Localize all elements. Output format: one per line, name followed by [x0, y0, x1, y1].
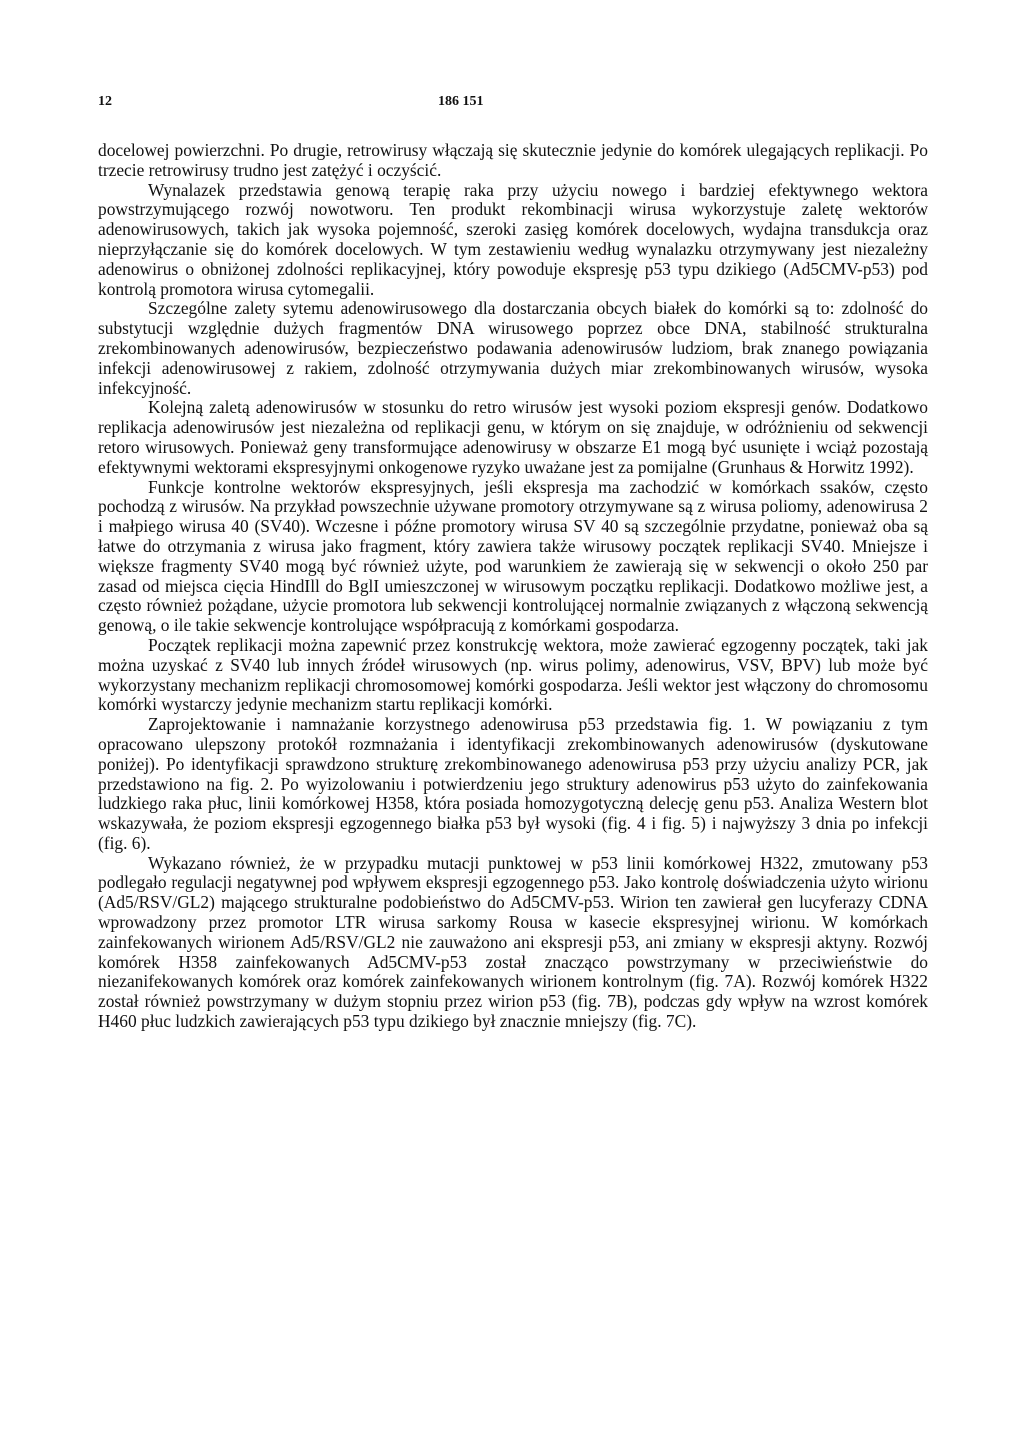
paragraph: Zaprojektowanie i namnażanie korzystnego adenowirusa p53 przedstawia fig. 1. W powiązaniu z tym opracowano ulepszony protokół rozmnażania i identyfikacji zrekombinowanych adenowirusów (dyskutowane poniżej). Po identyfikacji sprawdzono strukturę zrekombinowanego adenowirusa p53 przy użyciu analizy PCR, jak przedstawiono na fig. 2. Po wyizolowaniu i potwierdzeniu jego struktury adenowirus p53 użyto do zainfekowania ludzkiego raka płuc, linii komórkowej H358, która posiada homozygotyczną delecję genu p53. Analiza Western blot wskazywała, że poziom ekspresji egzogennego białka p53 był wysoki (fig. 4 i fig. 5) i najwyższy 3 dnia po infekcji (fig. 6).	[98, 714, 928, 853]
paragraph: Wykazano również, że w przypadku mutacji punktowej w p53 linii komórkowej H322, zmutowany p53 podlegało regulacji negatywnej pod wpływem ekspresji egzogennego p53. Jako kontrolę doświadczenia użyto wirionu (Ad5/RSV/GL2) mającego strukturalne podobieństwo do Ad5CMV-p53. Wirion ten zawierał gen lucyferazy CDNA wprowadzony przez promotor LTR wirusa sarkomy Rousa w kasecie ekspresyjnej wirionu. W komórkach zainfekowanych wirionem Ad5/RSV/GL2 nie zauważono ani ekspresji p53, ani zmiany w ekspresji aktyny. Rozwój komórek H358 zainfekowanych Ad5CMV-p53 został znacząco powstrzymany w przeciwieństwie do niezanifekowanych komórek oraz komórek zainfekowanych wirionem kontrolnym (fig. 7A). Rozwój komórek H322 został również powstrzymany w dużym stopniu przez wirion p53 (fig. 7B), podczas gdy wpływ na wzrost komórek H460 płuc ludzkich zawierających p53 typu dzikiego był znacznie mniejszy (fig. 7C).	[98, 852, 928, 1032]
patent-number: 186 151	[438, 94, 484, 109]
paragraph: docelowej powierzchni. Po drugie, retrowirusy włączają się skutecznie jedynie do komórek ulegających replikacji. Po trzecie retrowirusy trudno jest zatężyć i oczyścić.	[98, 140, 928, 180]
paragraph: Początek replikacji można zapewnić przez konstrukcję wektora, może zawierać egzogenny początek, taki jak można uzyskać z SV40 lub innych źródeł wirusowych (np. wirus polimy, adenowirus, VSV, BPV) lub może być wykorzystany mechanizm replikacji chromosomowej komórki gospodarza. Jeśli wektor jest włączony do chromosomu komórki wystarczy jedynie mechanizm startu replikacji komórki.	[98, 634, 928, 715]
paragraph: Kolejną zaletą adenowirusów w stosunku do retro wirusów jest wysoki poziom ekspresji genów. Dodatkowo replikacja adenowirusów jest niezależna od replikacji genu, w którym on się znajduje, w odróżnieniu od sekwencji retoro wirusowych. Ponieważ geny transformujące adenowirusy w obszarze E1 mogą być usunięte i wciąż pozostają efektywnymi wektorami ekspresyjnymi onkogenowe ryzyko uważane jest za pomijalne (Grunhaus & Horwitz 1992).	[98, 397, 928, 477]
page-number: 12	[98, 94, 112, 109]
paragraph: Szczególne zalety sytemu adenowirusowego dla dostarczania obcych białek do komórki są to: zdolność do substytucji względnie dużych fragmentów DNA wirusowego poprzez obce DNA, stabilność strukturalna zrekombinowanych adenowirusów, bezpieczeństwo podawania adenowirusów ludziom, brak znanego powiązania infekcji adenowirusowej z rakiem, zdolność otrzymywania dużych miar zrekombinowanych wirusów, wysoka infekcyjność.	[98, 298, 928, 398]
paragraph: Wynalazek przedstawia genową terapię raka przy użyciu nowego i bardziej efektywnego wektora powstrzymującego rozwój nowotworu. Ten produkt rekombinacji wirusa wykorzystuje zaletę wektorów adenowirusowych, takich jak wysoka pojemność, szeroki zasięg komórek docelowych, wydajna transdukcja oraz nieprzyłączanie się do komórek docelowych. W tym zestawieniu według wynalazku otrzymywany jest niezależny adenowirus o obniżonej zdolności replikacyjnej, który powoduje ekspresję p53 typu dzikiego (Ad5CMV-p53) pod kontrolą promotora wirusa cytomegalii.	[98, 179, 928, 299]
paragraph: Funkcje kontrolne wektorów ekspresyjnych, jeśli ekspresja ma zachodzić w komórkach ssaków, często pochodzą z wirusów. Na przykład powszechnie używane promotory otrzymywane są z wirusa poliomy, adenowirusa 2 i małpiego wirusa 40 (SV40). Wczesne i późne promotory wirusa SV 40 są szczególnie przydatne, ponieważ oba są łatwe do otrzymania z wirusa jako fragment, który zawiera także wirusowy początek replikacji SV40. Mniejsze i większe fragmenty SV40 mogą być również użyte, pod warunkiem że zawierają się w sekwencji o około 250 par zasad od miejsca cięcia HindIll do BglI umieszczonej w wirusowym początku replikacji. Dodatkowo możliwe jest, a często również pożądane, użycie promotora lub sekwencji kontrolującej normalnie związanych z włączoną sekwencją genową, o ile takie sekwencje kontrolujące współpracują z komórkami gospodarza.	[98, 476, 928, 636]
page-header	[98, 94, 928, 114]
document-body	[98, 141, 928, 1032]
